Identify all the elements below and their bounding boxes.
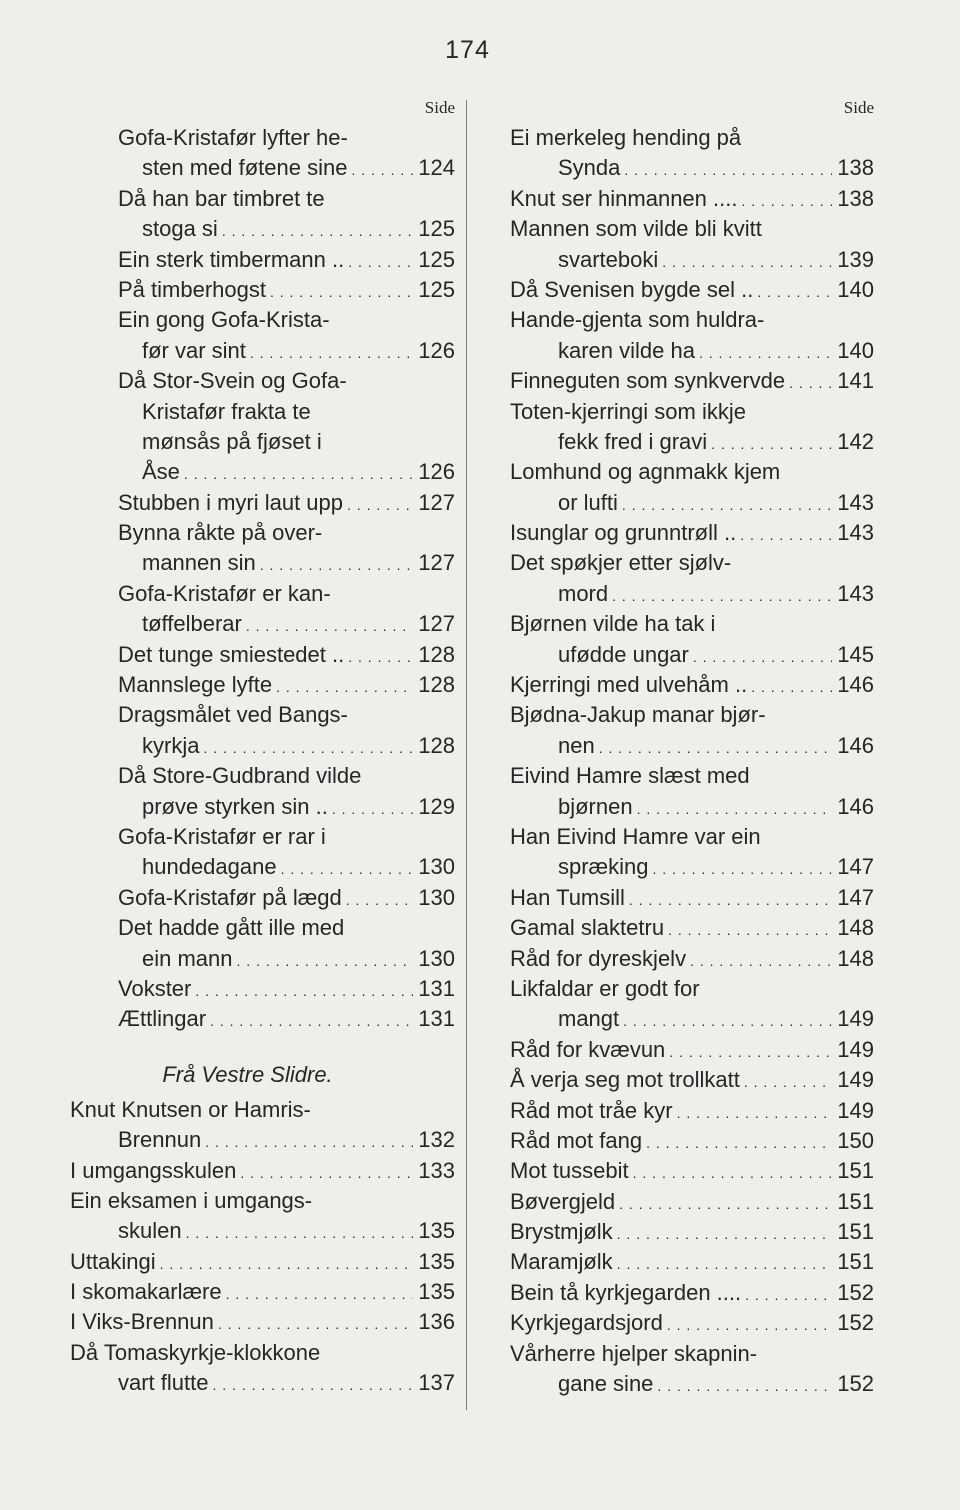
entry-page-number: 129	[418, 793, 455, 819]
dot-leader	[623, 1004, 832, 1036]
entry-title: skulen	[118, 1218, 182, 1244]
entry-title: Likfaldar er godt for	[510, 975, 700, 1001]
entry-title: Råd mot fang	[510, 1127, 643, 1153]
dot-leader	[657, 1369, 832, 1401]
dot-leader	[690, 944, 832, 976]
entry-title: svarteboki	[558, 246, 659, 272]
entry-page-number: 138	[837, 185, 874, 211]
entry-title: Gofa-Kristafør lyfter he-	[118, 125, 348, 150]
dot-leader	[203, 731, 413, 763]
dot-leader	[270, 275, 413, 307]
entry-page-number: 145	[837, 641, 874, 667]
toc-entry	[510, 1308, 874, 1338]
toc-entry	[70, 1338, 455, 1368]
toc-entry	[510, 548, 874, 578]
entry-title: Bein tå kyrkjegarden ....	[510, 1279, 742, 1305]
entry-title: Uttakingi	[70, 1248, 156, 1274]
entry-title: Brennun	[118, 1127, 202, 1153]
toc-entry	[70, 518, 455, 548]
entry-page-number: 152	[837, 1371, 874, 1397]
entry-title: Bjødna-Jakup manar bjør-	[510, 702, 766, 728]
toc-entry	[70, 457, 455, 487]
dot-leader	[218, 1307, 413, 1339]
toc-entry	[70, 670, 455, 700]
dot-leader	[212, 1368, 413, 1400]
entry-title: Hande-gjenta som huldra-	[510, 307, 765, 333]
toc-entry	[70, 731, 455, 761]
entry-title: Det hadde gått ille med	[118, 915, 345, 941]
entry-title: Gofa-Kristafør på lægd	[118, 884, 342, 910]
dot-leader	[667, 1308, 832, 1340]
toc-entry	[510, 609, 874, 639]
entry-title: Det tunge smiestedet ..	[118, 641, 345, 667]
entry-title: mangt	[558, 1006, 620, 1032]
entry-page-number: 132	[418, 1127, 455, 1153]
entry-title: Råd for kvævun	[510, 1036, 666, 1062]
entry-title: Stubben i myri laut upp	[118, 489, 344, 515]
dot-leader	[226, 1277, 413, 1309]
toc-entry	[70, 275, 455, 305]
dot-leader	[617, 1217, 832, 1249]
dot-leader	[612, 579, 832, 611]
entry-page-number: 125	[418, 246, 455, 272]
entry-title: ein mann	[142, 945, 233, 971]
dot-leader	[741, 184, 832, 216]
dot-leader	[637, 792, 832, 824]
dot-leader	[240, 1156, 413, 1188]
entry-title: Mannslege lyfte	[118, 672, 273, 698]
entry-title: Mot tussebit	[510, 1158, 629, 1184]
entry-page-number: 143	[837, 580, 874, 606]
toc-entry	[70, 427, 455, 457]
toc-entry	[70, 305, 455, 335]
entry-title: Knut Knutsen or Hamris-	[70, 1096, 311, 1122]
entry-title: Åse	[142, 459, 180, 485]
entry-title: Eivind Hamre slæst med	[510, 763, 750, 789]
dot-leader	[346, 883, 413, 915]
toc-entry	[70, 548, 455, 578]
entry-page-number: 130	[418, 854, 455, 880]
toc-entry	[70, 944, 455, 974]
toc-entry	[70, 883, 455, 913]
entry-title: Kjerringi med ulvehåm ..	[510, 672, 748, 698]
entry-title: Ættlingar	[118, 1006, 207, 1032]
entry-title: Synda	[558, 155, 621, 181]
dot-leader	[711, 427, 832, 459]
toc-entry	[510, 366, 874, 396]
column-divider	[466, 100, 467, 1410]
entry-page-number: 147	[837, 884, 874, 910]
left-column	[70, 93, 455, 1399]
toc-entry	[510, 640, 874, 670]
section-heading: Frå Vestre Slidre.	[162, 1061, 333, 1087]
dot-leader	[276, 670, 413, 702]
entry-title: tøffelberar	[142, 611, 242, 637]
entry-page-number: 135	[418, 1279, 455, 1305]
toc-entry	[70, 366, 455, 396]
entry-page-number: 128	[418, 641, 455, 667]
entry-title: mord	[558, 580, 609, 606]
entry-list	[510, 123, 874, 1399]
entry-page-number: 143	[837, 489, 874, 515]
toc-entry	[70, 822, 455, 852]
entry-title: kyrkja	[142, 732, 200, 758]
toc-entry	[510, 1339, 874, 1369]
dot-leader	[250, 336, 413, 368]
toc-entry	[510, 944, 874, 974]
toc-entry	[510, 1247, 874, 1277]
entry-page-number: 126	[418, 337, 455, 363]
entry-title: hundedagane	[142, 854, 277, 880]
toc-entry	[70, 1004, 455, 1034]
dot-leader	[622, 488, 832, 520]
entry-page-number: 148	[837, 915, 874, 941]
entry-title: prøve styrken sin ..	[142, 793, 328, 819]
dot-leader	[222, 214, 413, 246]
dot-leader	[789, 366, 832, 398]
dot-leader	[633, 1156, 832, 1188]
entry-title: Dragsmålet ved Bangs-	[118, 702, 348, 728]
entry-page-number: 140	[837, 337, 874, 363]
entry-page-number: 151	[837, 1249, 874, 1275]
dot-leader	[351, 153, 413, 185]
toc-entry	[510, 336, 874, 366]
dot-leader	[751, 670, 832, 702]
entry-page-number: 125	[418, 276, 455, 302]
toc-entry	[510, 153, 874, 183]
toc-entry	[510, 518, 874, 548]
entry-title: karen vilde ha	[558, 337, 695, 363]
toc-entry	[70, 153, 455, 183]
entry-title: Vårherre hjelper skapnin-	[510, 1340, 758, 1366]
entry-title: Isunglar og grunntrøll ..	[510, 520, 737, 546]
entry-page-number: 142	[837, 428, 874, 454]
dot-leader	[184, 457, 413, 489]
entry-title: Då Svenisen bygde sel ..	[510, 276, 754, 302]
dot-leader	[246, 609, 413, 641]
entry-page-number: 149	[837, 1067, 874, 1093]
toc-entry	[70, 245, 455, 275]
entry-title: Knut ser hinmannen ....	[510, 185, 738, 211]
entry-title: Ein sterk timbermann ..	[118, 246, 345, 272]
dot-leader	[699, 336, 832, 368]
entry-title: gane sine	[558, 1371, 654, 1397]
entry-title: fekk fred i gravi	[558, 428, 708, 454]
entry-title: Då Stor-Svein og Gofa-	[118, 368, 347, 394]
entry-title: Råd for dyreskjelv	[510, 945, 687, 971]
entry-page-number: 131	[418, 1006, 455, 1032]
toc-entry	[510, 245, 874, 275]
dot-leader	[677, 1096, 832, 1128]
entry-title: Å verja seg mot trollkatt	[510, 1067, 740, 1093]
toc-entry	[510, 1126, 874, 1156]
toc-entry	[70, 609, 455, 639]
entry-page-number: 150	[837, 1127, 874, 1153]
entry-title: Vokster	[118, 975, 192, 1001]
toc-entry	[510, 305, 874, 335]
side-label: Side	[843, 98, 874, 117]
entry-page-number: 138	[837, 155, 874, 181]
entry-page-number: 152	[837, 1279, 874, 1305]
entry-page-number: 131	[418, 975, 455, 1001]
toc-entry	[70, 1125, 455, 1155]
toc-entry	[70, 1095, 455, 1125]
toc-entry	[510, 670, 874, 700]
entry-page-number: 141	[837, 368, 874, 394]
toc-entry	[70, 1156, 455, 1186]
toc-entry	[70, 792, 455, 822]
toc-entry	[510, 457, 874, 487]
dot-leader	[599, 731, 832, 763]
entry-title: Finneguten som synkvervde	[510, 368, 786, 394]
toc-entry	[510, 1004, 874, 1034]
entry-title: Han Tumsill	[510, 884, 625, 910]
right-column	[510, 93, 874, 1399]
dot-leader	[693, 640, 832, 672]
toc-entry	[510, 974, 874, 1004]
toc-entry	[510, 1035, 874, 1065]
entry-title: I umgangsskulen	[70, 1157, 237, 1183]
toc-entry	[510, 427, 874, 457]
toc-entry	[510, 123, 874, 153]
dot-leader	[745, 1278, 832, 1310]
dot-leader	[669, 1035, 832, 1067]
toc-entry	[510, 1187, 874, 1217]
entry-page-number: 143	[837, 520, 874, 546]
entry-title: Kristafør frakta te	[142, 398, 311, 424]
entry-page-number: 148	[837, 945, 874, 971]
entry-title: før var sint	[142, 337, 246, 363]
entry-page-number: 149	[837, 1036, 874, 1062]
entry-title: Bøvergjeld	[510, 1188, 616, 1214]
entry-page-number: 136	[418, 1309, 455, 1335]
toc-entry	[510, 1278, 874, 1308]
entry-title: Gofa-Kristafør er kan-	[118, 580, 331, 606]
entry-list	[70, 1095, 455, 1399]
dot-leader	[629, 883, 832, 915]
entry-title: spræking	[558, 854, 649, 880]
entry-title: Gamal slaktetru	[510, 915, 665, 941]
dot-leader	[624, 153, 832, 185]
entry-title: Bjørnen vilde ha tak i	[510, 611, 716, 637]
entry-title: Ei merkeleg hending på	[510, 125, 742, 150]
entry-page-number: 149	[837, 1097, 874, 1123]
dot-leader	[210, 1004, 413, 1036]
entry-title: Då han bar timbret te	[118, 185, 325, 211]
toc-entry	[70, 700, 455, 730]
entry-page-number: 133	[418, 1157, 455, 1183]
toc-entry	[70, 488, 455, 518]
entry-list	[70, 123, 455, 1035]
dot-leader	[740, 518, 832, 550]
entry-page-number: 151	[837, 1158, 874, 1184]
entry-page-number: 127	[418, 550, 455, 576]
dot-leader	[617, 1247, 832, 1279]
toc-entry	[70, 214, 455, 244]
toc-entry	[510, 1065, 874, 1095]
toc-entry	[510, 488, 874, 518]
side-label: Side	[424, 98, 455, 117]
toc-entry	[510, 792, 874, 822]
toc-entry	[510, 1096, 874, 1126]
toc-entry	[510, 397, 874, 427]
dot-leader	[332, 792, 413, 824]
toc-entry	[510, 913, 874, 943]
toc-entry	[510, 700, 874, 730]
dot-leader	[757, 275, 832, 307]
toc-entry	[70, 336, 455, 366]
dot-leader	[662, 245, 832, 277]
entry-title: mønsås på fjøset i	[142, 428, 322, 454]
entry-page-number: 146	[837, 672, 874, 698]
entry-title: På timberhogst	[118, 276, 266, 302]
toc-entry	[70, 852, 455, 882]
entry-title: sten med føtene sine	[142, 155, 348, 181]
toc-entry	[510, 1369, 874, 1399]
toc-entry	[70, 397, 455, 427]
entry-page-number: 125	[418, 216, 455, 242]
entry-page-number: 127	[418, 611, 455, 637]
toc-entry	[510, 579, 874, 609]
entry-title: Gofa-Kristafør er rar i	[118, 823, 326, 849]
entry-title: bjørnen	[558, 793, 633, 819]
toc-entry	[70, 761, 455, 791]
dot-leader	[186, 1216, 413, 1248]
entry-title: Råd mot tråe kyr	[510, 1097, 673, 1123]
dot-leader	[160, 1247, 413, 1279]
entry-title: mannen sin	[142, 550, 256, 576]
toc-entry	[70, 974, 455, 1004]
toc-entry	[70, 1368, 455, 1398]
dot-leader	[619, 1187, 832, 1219]
entry-page-number: 147	[837, 854, 874, 880]
dot-leader	[237, 944, 413, 976]
entry-title: I Viks-Brennun	[70, 1309, 214, 1335]
entry-title: Mannen som vilde bli kvitt	[510, 216, 762, 242]
entry-page-number: 135	[418, 1248, 455, 1274]
entry-title: Då Tomaskyrkje-klokkone	[70, 1339, 321, 1365]
entry-page-number: 128	[418, 672, 455, 698]
entry-title: Lomhund og agnmakk kjem	[510, 459, 781, 485]
entry-page-number: 152	[837, 1310, 874, 1336]
dot-leader	[348, 245, 413, 277]
entry-page-number: 149	[837, 1006, 874, 1032]
toc-entry	[70, 1277, 455, 1307]
entry-page-number: 139	[837, 246, 874, 272]
toc-entry	[510, 852, 874, 882]
dot-leader	[347, 488, 413, 520]
entry-page-number: 151	[837, 1188, 874, 1214]
entry-title: Ein gong Gofa-Krista-	[118, 307, 330, 333]
entry-title: or lufti	[558, 489, 618, 515]
toc-entry	[70, 640, 455, 670]
toc-entry	[70, 913, 455, 943]
entry-title: Han Eivind Hamre var ein	[510, 823, 761, 849]
entry-title: Toten-kjerringi som ikkje	[510, 398, 746, 424]
toc-entry	[70, 1186, 455, 1216]
entry-page-number: 126	[418, 459, 455, 485]
entry-title: I skomakarlære	[70, 1279, 222, 1305]
toc-entry	[70, 1307, 455, 1337]
entry-title: Då Store-Gudbrand vilde	[118, 763, 362, 789]
entry-title: Kyrkjegardsjord	[510, 1310, 663, 1336]
dot-leader	[668, 913, 832, 945]
entry-title: Maramjølk	[510, 1249, 613, 1275]
toc-entry	[510, 214, 874, 244]
entry-page-number: 151	[837, 1219, 874, 1245]
dot-leader	[744, 1065, 832, 1097]
entry-page-number: 146	[837, 793, 874, 819]
entry-page-number: 135	[418, 1218, 455, 1244]
dot-leader	[646, 1126, 832, 1158]
toc-entry	[70, 184, 455, 214]
entry-title: Det spøkjer etter sjølv-	[510, 550, 732, 576]
dot-leader	[652, 852, 832, 884]
toc-entry	[70, 123, 455, 153]
entry-page-number: 130	[418, 945, 455, 971]
toc-entry	[70, 1247, 455, 1277]
dot-leader	[195, 974, 413, 1006]
entry-page-number: 128	[418, 732, 455, 758]
entry-page-number: 137	[418, 1370, 455, 1396]
entry-title: vart flutte	[118, 1370, 209, 1396]
entry-page-number: 124	[418, 155, 455, 181]
toc-entry	[510, 761, 874, 791]
entry-page-number: 140	[837, 276, 874, 302]
entry-page-number: 127	[418, 489, 455, 515]
toc-entry	[510, 731, 874, 761]
page-number: 174	[445, 36, 490, 64]
toc-entry	[510, 883, 874, 913]
entry-title: Bynna råkte på over-	[118, 520, 323, 546]
dot-leader	[260, 548, 413, 580]
entry-title: nen	[558, 732, 595, 758]
entry-title: Brystmjølk	[510, 1219, 613, 1245]
toc-entry	[510, 1217, 874, 1247]
toc-entry	[510, 1156, 874, 1186]
toc-entry	[70, 579, 455, 609]
entry-title: ufødde ungar	[558, 641, 689, 667]
entry-page-number: 130	[418, 884, 455, 910]
toc-entry	[510, 822, 874, 852]
dot-leader	[281, 852, 413, 884]
entry-title: Ein eksamen i umgangs-	[70, 1187, 313, 1213]
entry-page-number: 146	[837, 732, 874, 758]
entry-title: stoga si	[142, 216, 218, 242]
toc-entry	[70, 1216, 455, 1246]
dot-leader	[348, 640, 413, 672]
toc-entry	[510, 275, 874, 305]
dot-leader	[205, 1125, 413, 1157]
toc-entry	[510, 184, 874, 214]
